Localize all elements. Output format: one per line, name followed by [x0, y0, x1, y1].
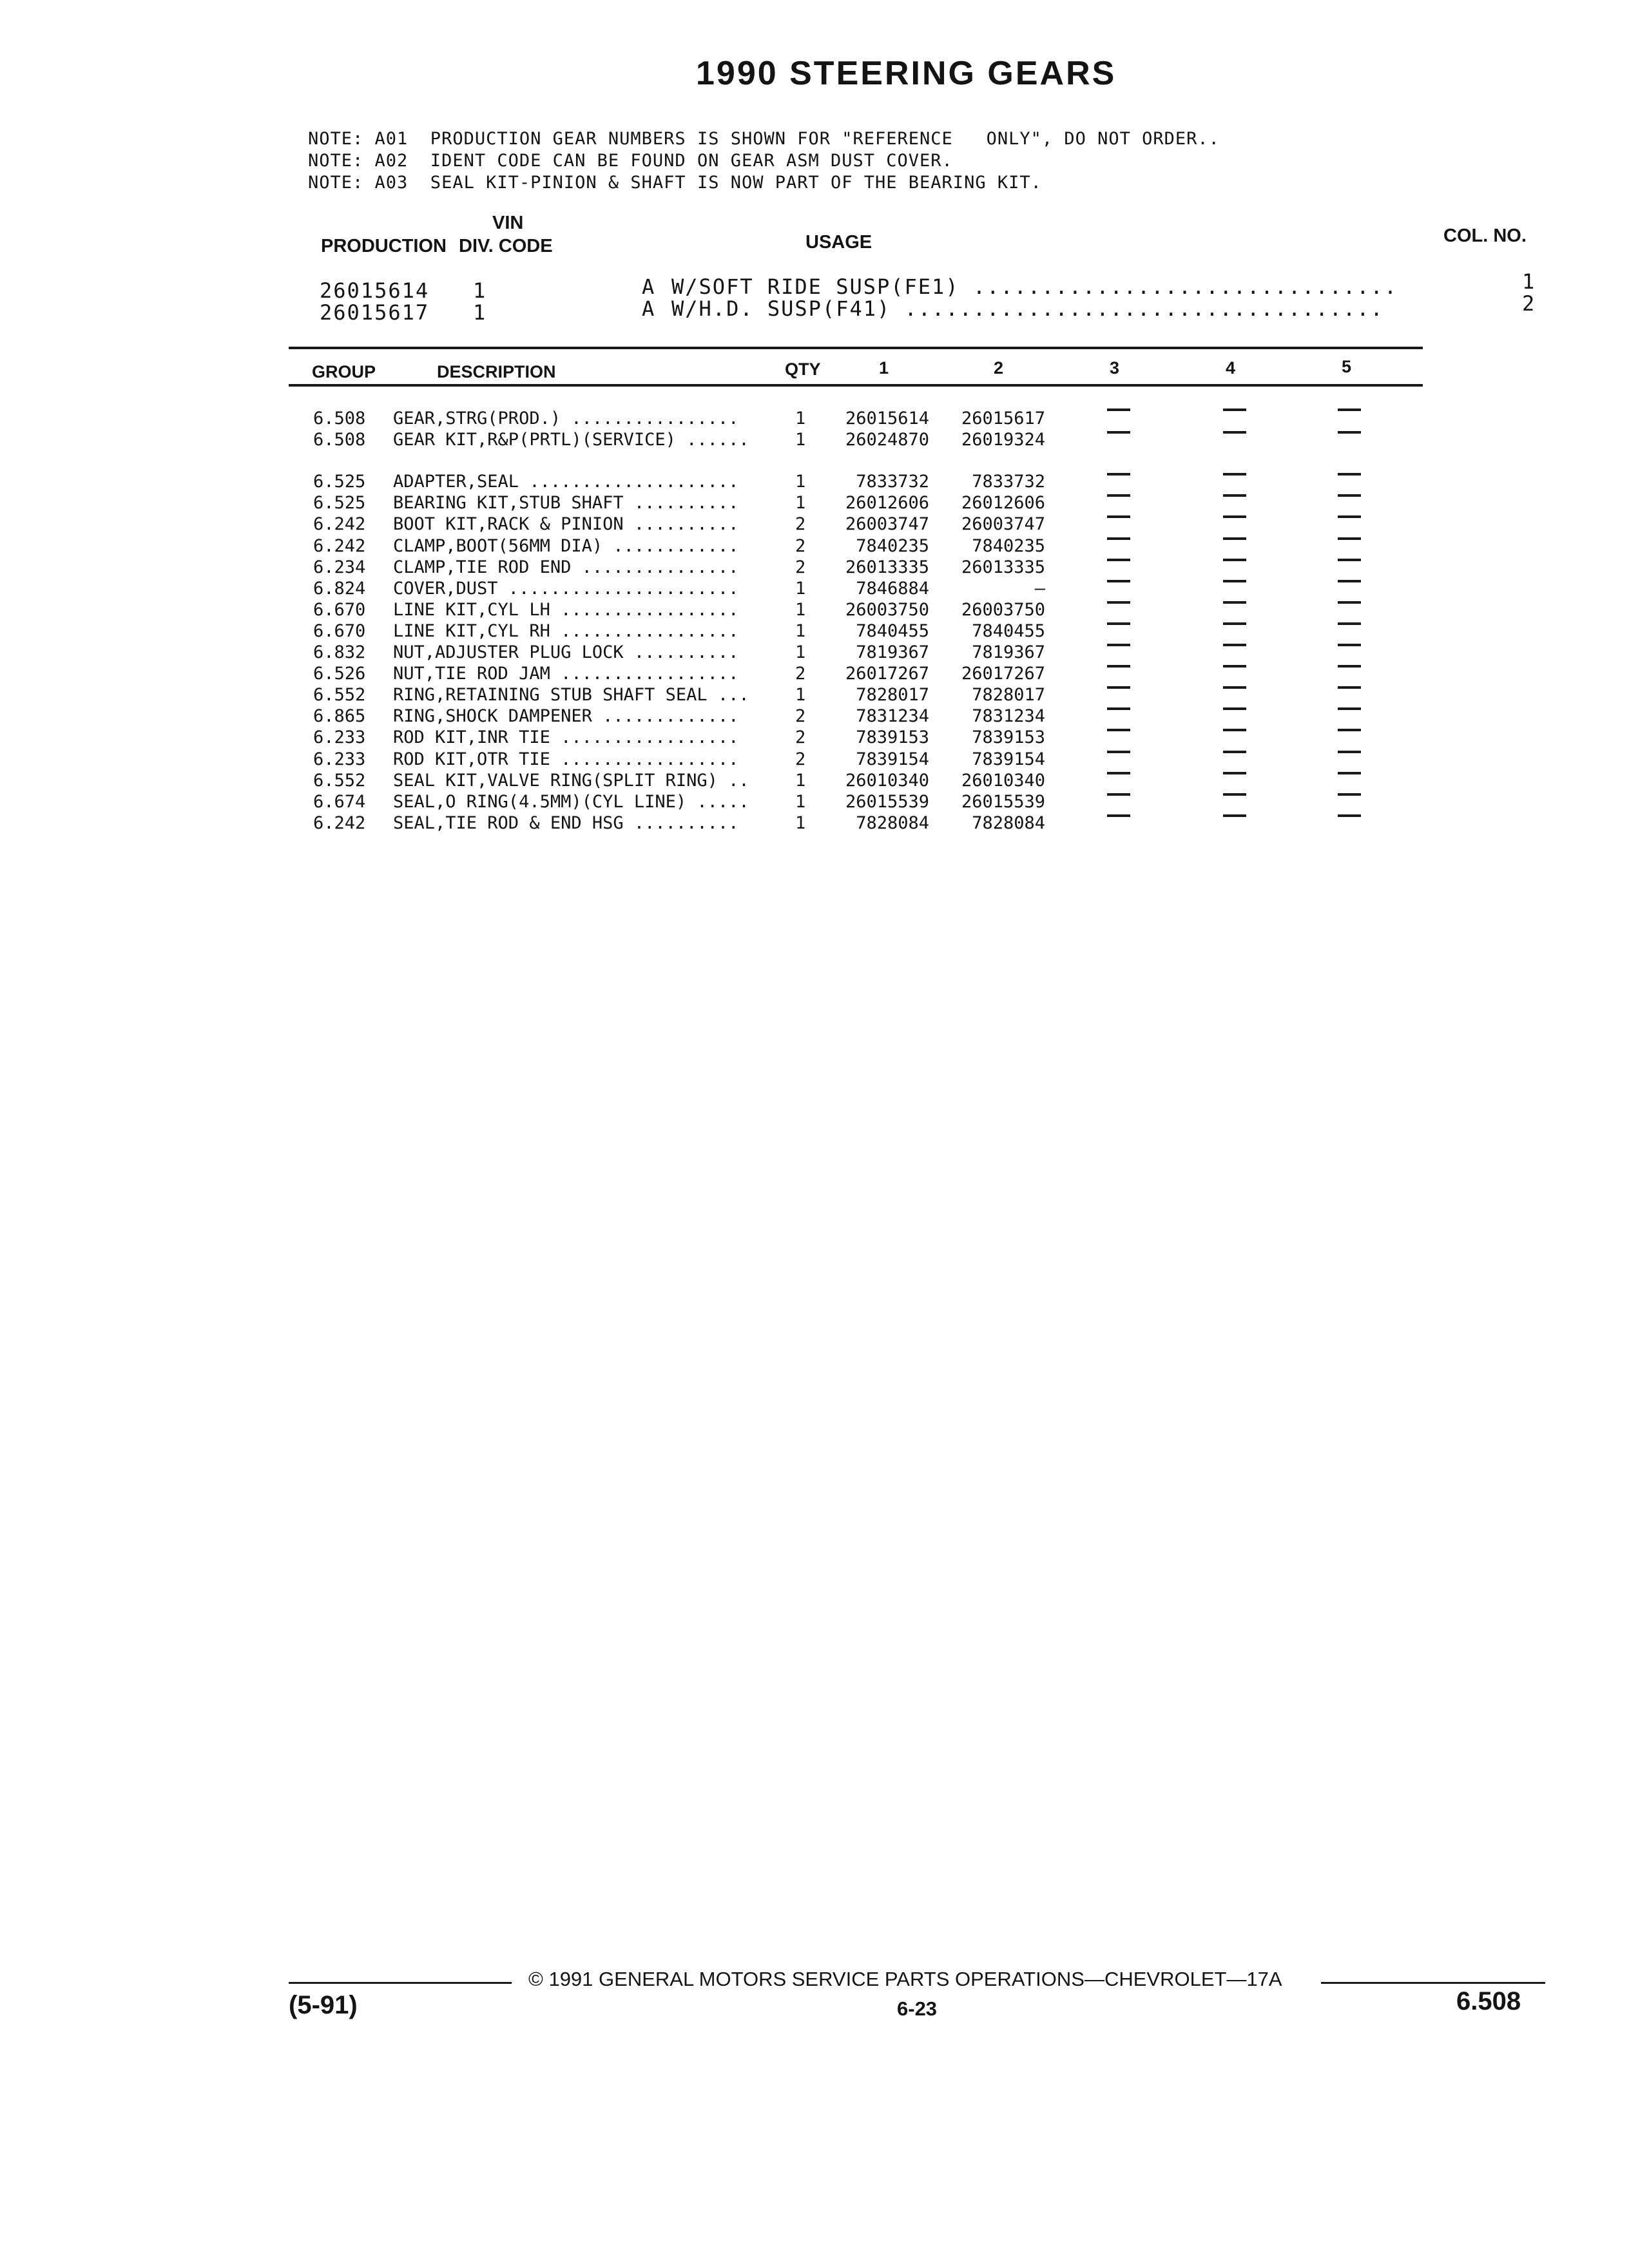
not-applicable-dash-col5 [1338, 665, 1361, 668]
not-applicable-dash-col3 [1107, 707, 1130, 710]
production-row-2-vin: A [642, 296, 656, 321]
footer-rule-left [289, 1982, 512, 1984]
description-cell: CLAMP,TIE ROD END ............... [393, 557, 739, 577]
not-applicable-dash-col3 [1107, 814, 1130, 817]
not-applicable-dash-col3 [1107, 408, 1130, 411]
col1-part-number: 26015539 [845, 791, 929, 812]
col1-part-number: 7846884 [856, 578, 929, 599]
qty-cell: 1 [795, 812, 806, 833]
not-applicable-dash-col4 [1223, 686, 1246, 689]
description-cell: RING,SHOCK DAMPENER ............. [393, 706, 739, 727]
qty-header: QTY [785, 360, 821, 379]
group-cell: 6.824 [313, 578, 366, 599]
qty-cell: 1 [795, 430, 806, 450]
not-applicable-dash-col3 [1107, 751, 1130, 753]
not-applicable-dash-col5 [1338, 537, 1361, 540]
not-applicable-dash-col3 [1107, 601, 1130, 604]
group-cell: 6.674 [313, 791, 366, 812]
col2-part-number: 7840455 [972, 620, 1045, 641]
qty-cell: 1 [795, 642, 806, 662]
col1-part-number: 7828017 [856, 685, 929, 706]
col-no-header: COL. NO. [1443, 226, 1527, 246]
col1-part-number: 7833732 [856, 472, 929, 492]
table-row [0, 621, 1629, 642]
not-applicable-dash-col3 [1107, 515, 1130, 518]
table-row [0, 408, 1629, 430]
description-cell: BEARING KIT,STUB SHAFT .......... [393, 493, 739, 514]
not-applicable-dash-col4 [1223, 431, 1246, 434]
group-cell: 6.525 [313, 493, 366, 514]
qty-cell: 2 [795, 514, 806, 535]
col2-part-number: 7840235 [972, 535, 1045, 556]
group-cell: 6.508 [313, 408, 366, 428]
group-cell: 6.525 [313, 472, 366, 492]
note-a02: NOTE: A02 IDENT CODE CAN BE FOUND ON GEAR ASM DUST COVER. [308, 151, 953, 171]
not-applicable-dash-col4 [1223, 793, 1246, 796]
col2-part-number: 7828084 [972, 812, 1045, 833]
not-applicable-dash-col4 [1223, 473, 1246, 476]
description-cell: SEAL,O RING(4.5MM)(CYL LINE) ..... [393, 791, 749, 812]
not-applicable-dash-col4 [1223, 644, 1246, 646]
not-applicable-dash-col3 [1107, 580, 1130, 582]
col2-part-number: — [1034, 578, 1045, 599]
col1-part-number: 26024870 [845, 430, 929, 450]
production-row-1-usage: W/SOFT RIDE SUSP(FE1) ............................... [671, 274, 1398, 299]
table-row [0, 600, 1629, 621]
col1-part-number: 7840235 [856, 535, 929, 556]
not-applicable-dash-col5 [1338, 772, 1361, 774]
table-row [0, 514, 1629, 535]
description-cell: CLAMP,BOOT(56MM DIA) ............ [393, 535, 739, 556]
group-cell: 6.242 [313, 812, 366, 833]
description-cell: ROD KIT,INR TIE ................. [393, 727, 739, 748]
description-cell: SEAL,TIE ROD & END HSG .......... [393, 812, 739, 833]
qty-cell: 1 [795, 493, 806, 514]
table-row [0, 771, 1629, 792]
description-cell: LINE KIT,CYL RH ................. [393, 620, 739, 641]
production-header: PRODUCTION [321, 236, 447, 256]
qty-cell: 1 [795, 685, 806, 706]
description-cell: ADAPTER,SEAL .................... [393, 472, 739, 492]
description-cell: COVER,DUST ...................... [393, 578, 739, 599]
group-cell: 6.233 [313, 749, 366, 769]
not-applicable-dash-col5 [1338, 601, 1361, 604]
not-applicable-dash-col4 [1223, 622, 1246, 625]
group-cell: 6.508 [313, 430, 366, 450]
qty-cell: 2 [795, 557, 806, 577]
col1-part-number: 26010340 [845, 770, 929, 791]
col2-part-number: 26015539 [961, 791, 1045, 812]
description-cell: BOOT KIT,RACK & PINION .......... [393, 514, 739, 535]
not-applicable-dash-col3 [1107, 793, 1130, 796]
col2-part-number: 26003747 [961, 514, 1045, 535]
vin-header: VIN [492, 213, 524, 233]
col5-header: 5 [1342, 357, 1352, 376]
not-applicable-dash-col5 [1338, 707, 1361, 710]
col1-part-number: 7839154 [856, 749, 929, 769]
not-applicable-dash-col4 [1223, 601, 1246, 604]
production-row-2-div: 1 [473, 300, 487, 325]
not-applicable-dash-col5 [1338, 408, 1361, 411]
col2-part-number: 7839154 [972, 749, 1045, 769]
group-cell: 6.670 [313, 599, 366, 620]
qty-cell: 2 [795, 664, 806, 684]
table-row [0, 727, 1629, 749]
col1-part-number: 26012606 [845, 493, 929, 514]
col1-part-number: 26013335 [845, 557, 929, 577]
qty-cell: 1 [795, 791, 806, 812]
qty-cell: 1 [795, 578, 806, 599]
table-row [0, 579, 1629, 600]
not-applicable-dash-col3 [1107, 431, 1130, 434]
not-applicable-dash-col5 [1338, 431, 1361, 434]
table-row [0, 813, 1629, 834]
col2-part-number: 7831234 [972, 706, 1045, 727]
col2-part-number: 26012606 [961, 493, 1045, 514]
production-row-1-number: 26015614 [320, 278, 430, 303]
col1-part-number: 7828084 [856, 812, 929, 833]
not-applicable-dash-col3 [1107, 622, 1130, 625]
group-cell: 6.234 [313, 557, 366, 577]
col2-part-number: 7828017 [972, 685, 1045, 706]
not-applicable-dash-col4 [1223, 559, 1246, 561]
col1-part-number: 7840455 [856, 620, 929, 641]
group-cell: 6.865 [313, 706, 366, 727]
qty-cell: 2 [795, 535, 806, 556]
col2-part-number: 26019324 [961, 430, 1045, 450]
qty-cell: 2 [795, 727, 806, 748]
not-applicable-dash-col5 [1338, 580, 1361, 582]
col1-part-number: 7819367 [856, 642, 929, 662]
not-applicable-dash-col5 [1338, 644, 1361, 646]
table-row [0, 642, 1629, 664]
description-cell: ROD KIT,OTR TIE ................. [393, 749, 739, 769]
table-row [0, 706, 1629, 727]
note-a03: NOTE: A03 SEAL KIT-PINION & SHAFT IS NOW PART OF THE BEARING KIT. [308, 173, 1042, 193]
col2-header: 2 [994, 358, 1004, 378]
col1-part-number: 26003750 [845, 599, 929, 620]
not-applicable-dash-col4 [1223, 580, 1246, 582]
not-applicable-dash-col5 [1338, 622, 1361, 625]
col1-part-number: 26003747 [845, 514, 929, 535]
qty-cell: 1 [795, 620, 806, 641]
group-cell: 6.242 [313, 514, 366, 535]
div-code-header: DIV. CODE [459, 236, 553, 256]
not-applicable-dash-col4 [1223, 814, 1246, 817]
footer-copyright: © 1991 GENERAL MOTORS SERVICE PARTS OPERATIONS—CHEVROLET—17A [528, 1968, 1282, 1990]
not-applicable-dash-col3 [1107, 729, 1130, 731]
not-applicable-dash-col3 [1107, 473, 1130, 476]
description-cell: NUT,TIE ROD JAM ................. [393, 664, 739, 684]
col2-part-number: 26010340 [961, 770, 1045, 791]
not-applicable-dash-col4 [1223, 772, 1246, 774]
col1-part-number: 7831234 [856, 706, 929, 727]
group-cell: 6.526 [313, 664, 366, 684]
col2-part-number: 7819367 [972, 642, 1045, 662]
usage-header: USAGE [805, 232, 872, 253]
table-row [0, 664, 1629, 685]
not-applicable-dash-col4 [1223, 494, 1246, 497]
qty-cell: 2 [795, 749, 806, 769]
production-row-2-usage: W/H.D. SUSP(F41) ................................... [671, 296, 1384, 321]
group-cell: 6.832 [313, 642, 366, 662]
qty-cell: 1 [795, 408, 806, 428]
description-cell: LINE KIT,CYL LH ................. [393, 599, 739, 620]
not-applicable-dash-col5 [1338, 494, 1361, 497]
not-applicable-dash-col4 [1223, 515, 1246, 518]
col2-part-number: 26017267 [961, 664, 1045, 684]
qty-cell: 2 [795, 706, 806, 727]
not-applicable-dash-col4 [1223, 665, 1246, 668]
not-applicable-dash-col5 [1338, 751, 1361, 753]
qty-cell: 1 [795, 770, 806, 791]
production-row-2-col: 2 [1522, 291, 1536, 316]
description-cell: SEAL KIT,VALVE RING(SPLIT RING) .. [393, 770, 749, 791]
group-cell: 6.242 [313, 535, 366, 556]
table-row [0, 472, 1629, 493]
description-cell: RING,RETAINING STUB SHAFT SEAL ... [393, 685, 749, 706]
note-a01: NOTE: A01 PRODUCTION GEAR NUMBERS IS SHOWN FOR "REFERENCE ONLY", DO NOT ORDER.. [308, 129, 1220, 149]
not-applicable-dash-col5 [1338, 473, 1361, 476]
parts-header-rule [289, 384, 1423, 387]
not-applicable-dash-col3 [1107, 559, 1130, 561]
not-applicable-dash-col3 [1107, 686, 1130, 689]
not-applicable-dash-col5 [1338, 729, 1361, 731]
col2-part-number: 26013335 [961, 557, 1045, 577]
not-applicable-dash-col3 [1107, 772, 1130, 774]
not-applicable-dash-col4 [1223, 537, 1246, 540]
table-row [0, 749, 1629, 771]
not-applicable-dash-col4 [1223, 408, 1246, 411]
table-row [0, 557, 1629, 579]
not-applicable-dash-col5 [1338, 793, 1361, 796]
not-applicable-dash-col5 [1338, 515, 1361, 518]
description-cell: NUT,ADJUSTER PLUG LOCK .......... [393, 642, 739, 662]
footer-rule-right [1321, 1982, 1545, 1984]
col2-part-number: 26003750 [961, 599, 1045, 620]
not-applicable-dash-col5 [1338, 559, 1361, 561]
parts-top-rule [289, 347, 1423, 349]
table-row [0, 493, 1629, 514]
not-applicable-dash-col3 [1107, 494, 1130, 497]
production-row-1-div: 1 [473, 278, 487, 303]
not-applicable-dash-col5 [1338, 686, 1361, 689]
not-applicable-dash-col4 [1223, 707, 1246, 710]
group-cell: 6.552 [313, 685, 366, 706]
group-cell: 6.552 [313, 770, 366, 791]
col1-part-number: 26015614 [845, 408, 929, 428]
not-applicable-dash-col3 [1107, 644, 1130, 646]
footer-section-number: 6.508 [1456, 1987, 1521, 2015]
col2-part-number: 7833732 [972, 472, 1045, 492]
not-applicable-dash-col4 [1223, 729, 1246, 731]
col2-part-number: 7839153 [972, 727, 1045, 748]
col2-part-number: 26015617 [961, 408, 1045, 428]
group-cell: 6.233 [313, 727, 366, 748]
not-applicable-dash-col3 [1107, 665, 1130, 668]
production-row-1-vin: A [642, 274, 656, 299]
description-header: DESCRIPTION [437, 362, 556, 381]
footer-date-code: (5-91) [289, 1991, 358, 2019]
table-row [0, 685, 1629, 706]
table-row [0, 536, 1629, 557]
not-applicable-dash-col5 [1338, 814, 1361, 817]
col1-part-number: 7839153 [856, 727, 929, 748]
group-header: GROUP [312, 362, 376, 381]
col3-header: 3 [1110, 358, 1120, 378]
col1-header: 1 [879, 358, 889, 378]
group-cell: 6.670 [313, 620, 366, 641]
description-cell: GEAR,STRG(PROD.) ................ [393, 408, 739, 428]
production-row-2-number: 26015617 [320, 300, 430, 325]
description-cell: GEAR KIT,R&P(PRTL)(SERVICE) ...... [393, 430, 749, 450]
footer-page-number: 6-23 [897, 1997, 938, 2020]
table-row [0, 430, 1629, 451]
not-applicable-dash-col3 [1107, 537, 1130, 540]
table-row [0, 792, 1629, 813]
col4-header: 4 [1226, 358, 1236, 378]
production-row-1-col: 1 [1522, 269, 1536, 294]
qty-cell: 1 [795, 472, 806, 492]
page-title: 1990 STEERING GEARS [696, 55, 1117, 92]
not-applicable-dash-col4 [1223, 751, 1246, 753]
col1-part-number: 26017267 [845, 664, 929, 684]
qty-cell: 1 [795, 599, 806, 620]
